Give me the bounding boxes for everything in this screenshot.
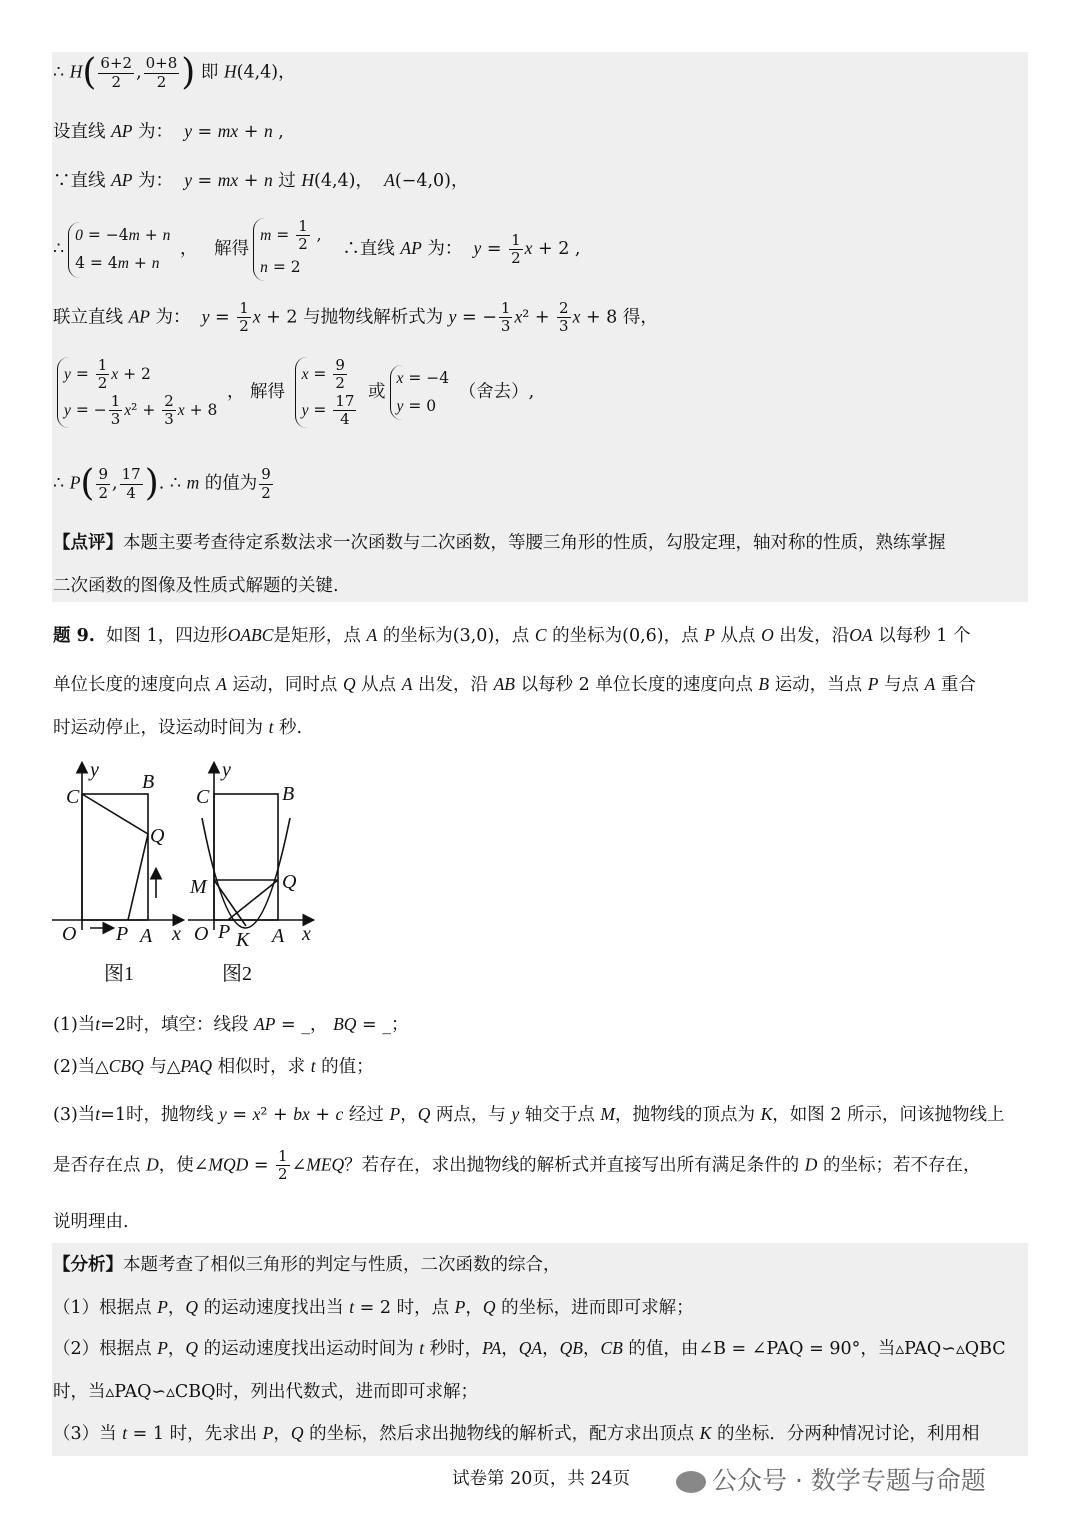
analysis-2-line-2: 时，当▵PAQ∽▵CBQ时，列出代数式，进而即可求解； (53, 1382, 478, 1402)
svg-text:x: x (302, 923, 311, 945)
svg-text:A: A (272, 925, 285, 947)
svg-text:B: B (142, 771, 155, 793)
fig2-caption: 图2 (222, 963, 252, 985)
part-3-line-1: (3)当t=1时，抛物线 y = x² + bx + c 经过 P，Q 两点，与 y 轴交于点 M，抛物线的顶点为 K，如图 2 所示，问该抛物线上 (53, 1104, 1005, 1125)
question-line-1: 题 9. 如图 1，四边形OABC是矩形，点 A 的坐标为(3,0)，点 C 的坐标为(0,6)，点 P 从点 O 出发，沿OA 以每秒 1 个 (53, 625, 971, 646)
solution-line-p-result: ∴ P( $\frac{9}{2}$ , $\frac{17}{4}$ ). ∴ m 的值为 $\frac{9}{2}$ (53, 463, 271, 504)
svg-text:B: B (282, 783, 295, 805)
figure-2 (188, 758, 328, 990)
solution-line-system2: y = $\frac{1}{2}$ x + 2 y = − $\frac{1}{3}$ x² + $\frac{2}{3}$ x + 8 ， 解得 x = $\frac{9}{2}$ y = $\frac{17}{4}$ 或x = −4 y = 0 （舍去）, (53, 357, 534, 428)
solution-line-h: ∴ H( $\frac{6+2}{2}$ , $\frac{0+8}{2}$ ) 即 H(4,4)， (53, 52, 296, 93)
part-3-line-2: 是否存在点 D，使∠MQD = $\frac{1}{2}$ ∠MEQ？若存在，求出抛物线的解析式并直接写出所有满足条件的 D 的坐标；若不存在， (53, 1147, 981, 1184)
svg-text:y: y (222, 759, 231, 781)
svg-text:Q: Q (282, 871, 297, 893)
question-line-3: 时运动停止，设运动时间为 t 秒. (53, 717, 303, 738)
analysis-2-line-1: （2）根据点 P，Q 的运动速度找出运动时间为 t 秒时，PA，QA，QB，CB 的值，由∠B = ∠PAQ = 90°，当▵PAQ∽▵QBC (53, 1338, 1006, 1359)
fig1-rectangle (82, 794, 148, 920)
svg-text:M: M (190, 876, 207, 898)
review-line-1: 【点评】本题主要考查待定系数法求一次函数与二次函数，等腰三角形的性质，勾股定理，轴对称的性质，熟练掌握 (53, 533, 946, 553)
fig1-pq (128, 834, 148, 920)
svg-text:Q: Q (150, 825, 165, 847)
page-footer: 试卷第 20页，共 24页 (452, 1469, 631, 1489)
part-3-line-3: 说明理由. (53, 1212, 129, 1232)
fig1-cq (82, 794, 148, 834)
part-2: (2)当△CBQ 与△PAQ 相似时，求 t 的值； (53, 1056, 374, 1077)
question-line-2: 单位长度的速度向点 A 运动，同时点 Q 从点 A 出发，沿 AB 以每秒 2 单位长度的速度向点 B 运动，当点 P 与点 A 重合 (53, 674, 976, 695)
svg-text:P: P (218, 921, 231, 943)
fig2-parabola (202, 818, 290, 928)
watermark-text: 公众号 · 数学专题与命题 (712, 1466, 986, 1495)
figure-1 (52, 758, 192, 990)
svg-text:A: A (140, 925, 153, 947)
svg-text:C: C (66, 786, 80, 808)
wechat-icon (676, 1471, 706, 1493)
analysis-3: （3）当 t = 1 时，先求出 P，Q 的坐标，然后求出抛物线的解析式，配方求出顶点 K 的坐标．分两种情况讨论，利用相 (53, 1423, 980, 1444)
solution-line-ap-through: ∵直线 AP 为： y = mx + n 过 H(4,4)， A(−4,0)， (53, 170, 469, 191)
analysis-1: （1）根据点 P，Q 的运动速度找出当 t = 2 时，点 P，Q 的坐标，进而即可求解； (53, 1297, 694, 1318)
part-1: (1)当t=2时，填空：线段 AP = _， BQ = _； (53, 1014, 409, 1035)
solution-line-set-ap: 设直线 AP 为： y = mx + n , (53, 121, 284, 142)
svg-text:x: x (172, 923, 181, 945)
analysis-intro: 【分析】本题考查了相似三角形的判定与性质，二次函数的综合， (53, 1255, 561, 1275)
solution-line-system1: ∴0 = −4m + n 4 = 4m + n ， 解得m = $\frac{1}{2}$ , n = 2 ∴直线 AP 为： y = $\frac{1}{2}$ x + 2 , (53, 218, 580, 281)
review-line-2: 二次函数的图像及性质式解题的关键. (53, 576, 339, 596)
solution-line-combine: 联立直线 AP 为： y = $\frac{1}{2}$ x + 2 与抛物线解析式为 y = − $\frac{1}{3}$ x² + $\frac{2}{3}$ x + 8 得， (53, 299, 658, 336)
fig1-caption: 图1 (104, 963, 134, 985)
svg-text:P: P (116, 923, 129, 945)
svg-text:K: K (236, 929, 250, 951)
svg-text:O: O (62, 923, 77, 945)
svg-text:O: O (194, 923, 209, 945)
watermark (676, 1461, 986, 1497)
svg-text:C: C (196, 786, 210, 808)
svg-text:y: y (90, 759, 99, 781)
fig2-qp (228, 880, 278, 920)
